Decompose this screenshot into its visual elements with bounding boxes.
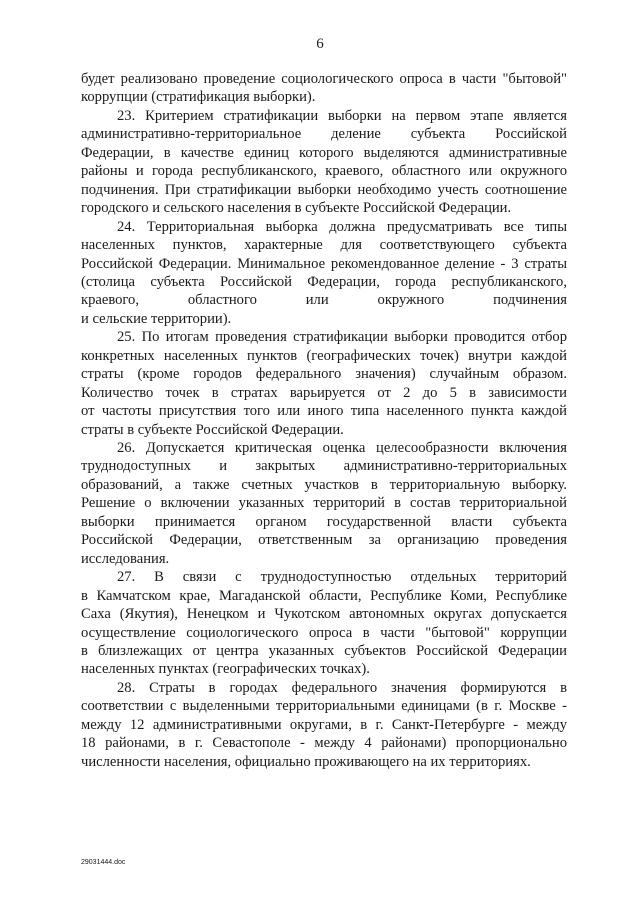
text-line: конкретных населенных пунктов (географических точек) внутри каждой [81,347,567,364]
text-line: 24. Территориальная выборка должна предусматривать все типы [117,218,567,235]
text-line: численности населения, официально проживающего на их территориях. [81,753,531,770]
text-line: подчинения. При стратификации выборки необходимо учесть соотношение [81,181,567,198]
footer-filename: 29031444.doc [81,859,126,866]
text-line: 18 районами, в г. Севастополе - между 4 районами) пропорционально [81,735,567,752]
text-line: 27. В связи с труднодоступностью отдельных территорий [117,569,567,586]
text-line: Решение о включении указанных территорий в состав территориальной [81,495,567,512]
text-line: городского и сельского населения в субъекте Российской Федерации. [81,200,512,217]
text-line: административно-территориальное деление субъекта Российской [81,126,567,143]
text-line: выборки принимается органом государственной власти субъекта [81,513,567,530]
text-line: соответствии с выделенными территориальными единицами (в г. Москве - [81,698,567,715]
text-line: труднодоступных и закрытых административно-территориальных [81,458,567,475]
text-line: образований, а также счетных участков в территориальную выборку. [81,476,567,493]
text-line: Саха (Якутия), Ненецком и Чукотском автономных округах допускается [81,606,567,623]
text-line: краевого, областного или окружного подчинения [81,292,567,309]
text-line: страты в субъекте Российской Федерации. [81,421,344,438]
text-line: 26. Допускается критическая оценка целесообразности включения [117,440,567,456]
text-line: 25. По итогам проведения стратификации выборки проводится отбор [117,329,567,346]
text-line: в близлежащих от центра указанных субъектов Российской Федерации [81,642,567,659]
page-number: 6 [316,36,324,52]
text-line: 23. Критерием стратификации выборки на первом этапе является [117,107,567,124]
text-line: от частоты присутствия того или иного типа населенного пункта каждой [81,403,567,420]
text-line: осуществление социологического опроса в части "бытовой" коррупции [81,624,567,641]
text-line: населенных пунктах (географических точках). [81,661,370,678]
text-line: Федерации, в качестве единиц которого выделяются административные [81,144,567,161]
text-line: (столица субъекта Российской Федерации, города республиканского, [81,273,567,290]
text-line: в Камчатском крае, Магаданской области, Республике Коми, Республике [81,587,567,604]
text-line: и сельские территории). [81,310,232,327]
text-line: районы и города республиканского, краевого, областного или окружного [81,163,567,180]
text-line: 28. Страты в городах федерального значения формируются в [117,679,567,696]
text-line: Российской Федерации, ответственным за организацию проведения [81,532,567,549]
text-line: Количество точек в стратах варьируется от 2 до 5 в зависимости [81,384,567,401]
text-line: Российской Федерации. Минимальное рекомендованное деление - 3 страты [81,255,567,272]
text-line: будет реализовано проведение социологического опроса в части "бытовой" [81,71,567,87]
text-line: населенных пунктов, характерные для соответствующего субъекта [81,237,567,254]
text-line: между 12 административными округами, в г. Санкт-Петербурге - между [81,716,567,733]
text-line: коррупции (стратификация выборки). [81,89,316,106]
text-line: страты (кроме городов федерального значения) случайным образом. [81,366,567,383]
text-line: исследования. [81,550,170,567]
